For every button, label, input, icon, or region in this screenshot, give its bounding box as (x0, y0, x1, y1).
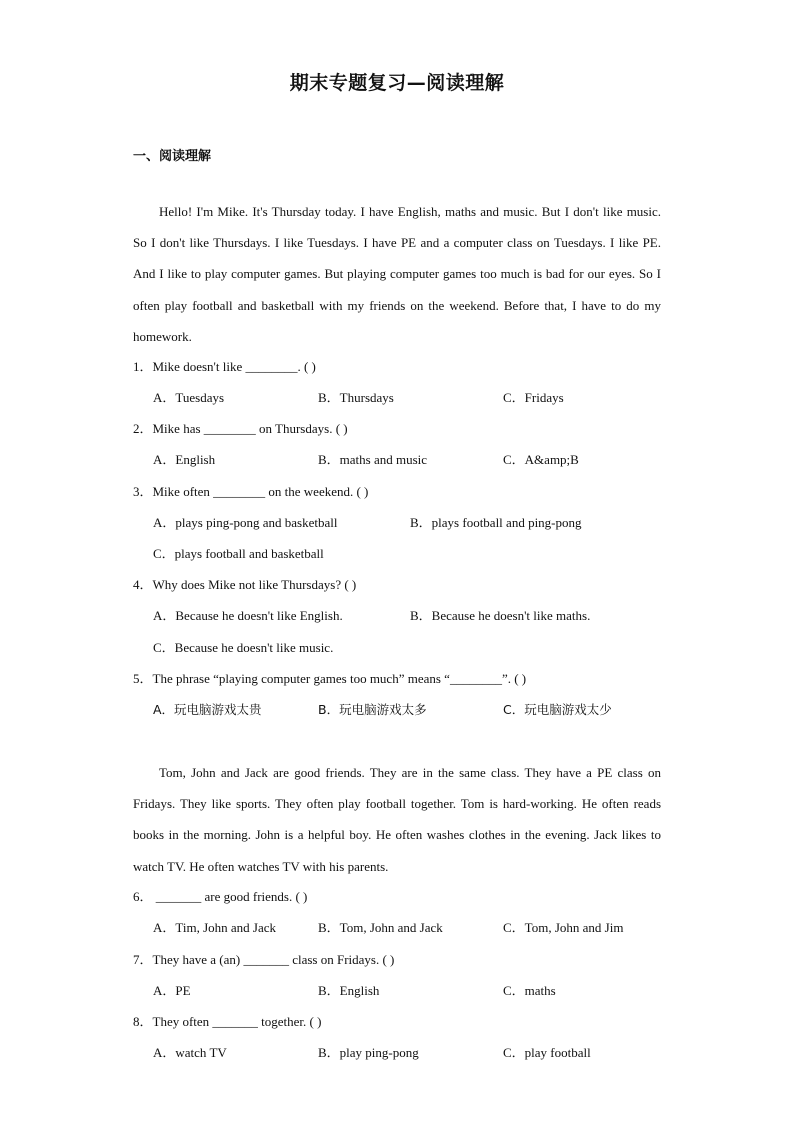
question-2-option-b[interactable]: B．maths and music (318, 452, 428, 467)
question-1-option-c[interactable]: C．Fridays (503, 390, 564, 405)
question-7-stem: 7．They have a (an) _______ class on Fridays. ( ) (133, 952, 395, 967)
question-5-stem: 5．The phrase “playing computer games too much” means “________”. ( ) (133, 671, 527, 686)
question-5-option-b[interactable]: B．玩电脑游戏太多 (318, 702, 427, 717)
question-7-option-c[interactable]: C．maths (503, 983, 556, 998)
question-5-option-c[interactable]: C．玩电脑游戏太少 (503, 702, 612, 717)
question-8-option-b[interactable]: B．play ping-pong (318, 1045, 419, 1060)
question-4-stem: 4．Why does Mike not like Thursdays? ( ) (133, 577, 357, 592)
question-3-option-b[interactable]: B．plays football and ping-pong (410, 515, 582, 530)
question-6-option-c[interactable]: C．Tom, John and Jim (503, 920, 624, 935)
question-6-option-a[interactable]: A．Tim, John and Jack (153, 920, 277, 935)
section-heading: 一、阅读理解 (133, 149, 212, 164)
passage-2: Tom, John and Jack are good friends. They are in the same class. They have a PE class on Fridays. They like sports. They often play football together. Tom is hard-working. He often reads books in the morning. John is a helpful boy. He often washes clothes in the evening. Jack likes to watch TV. He often watches TV with his parents. (133, 765, 661, 874)
question-2-stem: 2．Mike has ________ on Thursdays. ( ) (133, 421, 348, 436)
question-4-option-a[interactable]: A．Because he doesn't like English. (153, 608, 343, 623)
question-8-option-a[interactable]: A．watch TV (153, 1045, 227, 1060)
question-6-option-b[interactable]: B．Tom, John and Jack (318, 920, 443, 935)
question-1-option-a[interactable]: A．Tuesdays (153, 390, 225, 405)
question-7-option-b[interactable]: B．English (318, 983, 380, 998)
page-title: 期末专题复习—阅读理解 (289, 72, 505, 94)
question-4-option-b[interactable]: B．Because he doesn't like maths. (410, 608, 591, 623)
passage-1: Hello! I'm Mike. It's Thursday today. I have English, maths and music. But I don't like music. So I don't like Thursdays. I like Tuesdays. I have PE and a computer class on Tuesdays. I like PE. And I like to play computer games. But playing computer games too much is bad for our eyes. So I often play football and basketball with my friends on the weekend. Before that, I have to do my homework. (133, 204, 661, 344)
question-4-option-c[interactable]: C．Because he doesn't like music. (153, 640, 334, 655)
question-3-stem: 3．Mike often ________ on the weekend. ( ) (133, 484, 369, 499)
question-1-stem: 1．Mike doesn't like ________. ( ) (133, 359, 316, 374)
question-5-option-a[interactable]: A．玩电脑游戏太贵 (153, 702, 262, 717)
question-2-option-c[interactable]: C．A&amp;B (503, 452, 579, 467)
question-1-option-b[interactable]: B．Thursdays (318, 390, 394, 405)
question-2-option-a[interactable]: A．English (153, 452, 216, 467)
question-8-stem: 8．They often _______ together. ( ) (133, 1014, 322, 1029)
question-8-option-c[interactable]: C．play football (503, 1045, 591, 1060)
question-3-option-c[interactable]: C．plays football and basketball (153, 546, 324, 561)
question-3-option-a[interactable]: A．plays ping-pong and basketball (153, 515, 338, 530)
question-6-stem: 6． _______ are good friends. ( ) (133, 889, 308, 904)
question-7-option-a[interactable]: A．PE (153, 983, 191, 998)
